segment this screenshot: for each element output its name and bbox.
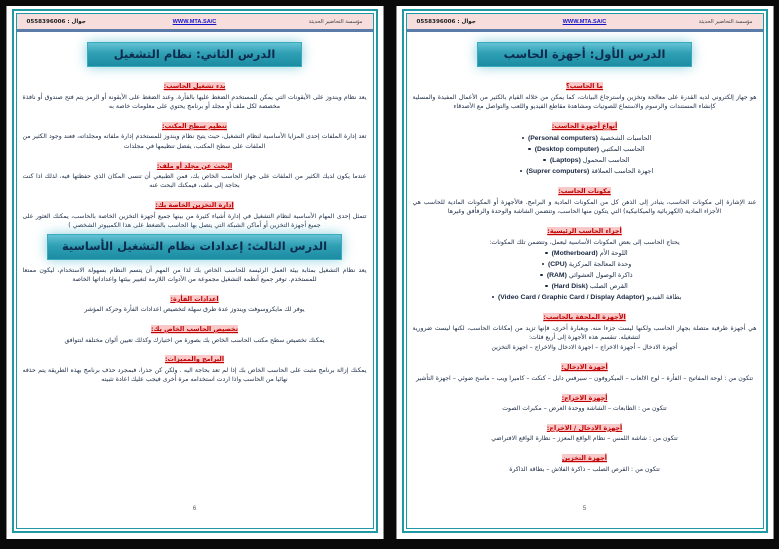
header-phone: جوال : 0558396006 (26, 18, 86, 25)
bullet-icon (528, 148, 530, 150)
paragraph: يمكنك إزالة برنامج مثبت على الحاسب الخاص بك إذا لم تعد بحاجة اليه . ولكن كن حذرا، فبمجرد حذف برنامج بهذه الطريقة يتم حذفه نهائيا من الحاسب واذا اردت استخدامه مرة أخرى فيجب عليك اعادة تثبيته (22, 366, 367, 384)
lesson-title-3: الدرس الثالث: إعدادات نظام التشغيل الأساسية (47, 234, 342, 259)
header-site-link[interactable]: WWW.MTA.SA/C (172, 18, 217, 25)
section-heading-wrapper (412, 445, 758, 464)
list-item: الحاسبات الشخصية (Personal computers) (412, 133, 758, 144)
list-item: الحاسب المحمول (Laptops) (412, 155, 758, 166)
page-6-body (17, 32, 373, 502)
page-5-border-inner (406, 13, 764, 529)
paragraph: تعد إدارة الملفات إحدى المزايا الأساسية لنظام التشغيل، حيث يتيح نظام ويندوز للمستخدم إدارة ملفاته ومجلداته، فعند وجود الكثير من الملفات على سطح المكتب، يفضل تنظيمها في مجلدات (22, 133, 367, 150)
section-heading: أجهزة الادخال / الاخراج: (546, 423, 623, 432)
section-heading-wrapper (412, 218, 758, 237)
list-item: وحدة المعالجة المركزية (CPU) (412, 259, 758, 270)
bullet-list (412, 248, 758, 303)
paragraph: يحتاج الحاسب إلى بعض المكونات الأساسية ليعمل، وتتضمن تلك المكونات: (489, 238, 680, 246)
section-heading: أجهزة الاخراج: (561, 393, 608, 402)
list-item: الحاسب المكتبي (Desktop computer) (412, 144, 758, 155)
section-heading: اعدادات الفأرة: (170, 294, 219, 303)
page-number: 5 (582, 506, 587, 512)
section-heading: تنظيم سطح المكتب: (162, 121, 227, 130)
bullet-icon (520, 170, 522, 172)
section-heading: ما الحاسب؟ (566, 82, 603, 91)
header-phone: جوال : 0558396006 (416, 18, 476, 25)
section-heading-wrapper (412, 354, 758, 373)
page-5 (396, 6, 774, 539)
section-heading: أجهزة التخزين (562, 454, 607, 463)
section-heading-wrapper (22, 113, 368, 132)
page-6-footer (17, 502, 373, 528)
lesson-title-wrapper-1 (412, 42, 758, 67)
section-heading-wrapper (412, 415, 758, 434)
page-5-border-outer (402, 9, 768, 533)
page-header (17, 14, 373, 29)
paragraph: يمكنك تخصيص سطح مكتب الحاسب الخاص بك بصورة من اختيارك وكذلك تعيين ألوان مختلفة لتتوافق (64, 336, 325, 344)
section-heading: أجهزة الادخال: (561, 363, 608, 372)
lesson-title-wrapper-3 (22, 234, 368, 259)
paragraph: عندما يكون لديك الكثير من الملفات على جهاز الحاسب الخاص بك، فمن الطبيعي أن تنسى المكان الذي حفظتها فيه، لذلك اذا كنت بحاجة إلى ملف، فيمكنك البحث عنه (22, 173, 367, 190)
header-org: مؤسسة التحاضير الحديثة (698, 18, 753, 25)
section-heading-wrapper (412, 113, 758, 132)
paragraph: يعد نظام التشغيل بمثابة بيئة العمل الرئيسة للحاسب الخاص بك لذا من المهم أن يتسم النظام بسهولة الاستخدام، ليكون ممتعا للمستخدم. توفر جميع أنظمة التشغيل مجموعة من الأدوات اللازمة لتغيير بيئتها واعداداتها الخاصة (22, 266, 367, 283)
paragraph: تتمثل إحدى المهام الأساسية لنظام التشغيل في إدارة أشياء كثيرة من بينها جميع أجهزة التخزين الخاصة بالحاسب، يمكنك العثور على جميع أجهزة التخزين أو أماكن الشبكة التي يتصل بها الحاسب بالضغط على هذا الكمبيوتر الشخصي ) (22, 212, 367, 229)
section-heading-wrapper (22, 192, 368, 211)
section-heading-wrapper (22, 153, 368, 172)
bullet-icon (545, 252, 547, 254)
page-5-footer (407, 502, 763, 528)
paragraph: يوفر لك مايكروسوفت ويندوز عدة طرق سهلة لتخصيص اعدادات الفأرة وحركة المؤشر (84, 306, 305, 314)
paragraph: أجهزة الادخال – أجهزة الاخراج – اجهزة الادخال والاخراج – اجهزة التخزين (491, 344, 678, 352)
page-5-content (412, 73, 758, 474)
paragraph: هو جهاز إلكتروني لديه القدرة على معالجة وتخزين واسترجاع البيانات، كما يمكن من خلاله القيام بالكثير من الأعمال المفيدة والمسلية كإنشاء المستندات والرسوم والاستماع للصوتيات ومشاهدة مقاطع الفيديو واللعب والتواصل مع الأصدقاء (412, 93, 757, 111)
section-heading-wrapper (22, 286, 368, 305)
page-6-content-part1 (22, 73, 368, 230)
lesson-title-wrapper-2 (22, 42, 368, 67)
bullet-icon (522, 137, 524, 139)
header-org: مؤسسة التحاضير الحديثة (308, 18, 363, 25)
page-6-content-part2 (22, 266, 368, 385)
section-heading-wrapper (22, 316, 368, 335)
list-item: القرص الصلب (Hard Disk) (412, 281, 758, 292)
list-item: اللوحة الأم (Motherboard) (412, 248, 758, 259)
section-heading: إدارة التخزين الخاصة بك: (155, 201, 234, 210)
section-heading-wrapper (22, 346, 368, 365)
section-heading: أجزاء الحاسب الرئيسية: (547, 227, 622, 236)
section-heading: أنواع أجهزة الحاسب: (551, 121, 618, 130)
paragraph: تتكون من : الطابعات – الشاشة ووحدة العرض – مكبرات الصوت (502, 405, 667, 413)
section-heading: بدء تشغيل الحاسب: (163, 82, 226, 91)
page-5-body (407, 32, 763, 502)
section-heading: البحث عن مجلد أو ملف: (156, 161, 233, 170)
section-heading-wrapper (412, 73, 758, 92)
section-heading-wrapper (412, 385, 758, 404)
section-heading: الأجهزة الملحقة بالحاسب: (543, 313, 626, 322)
list-item: ذاكرة الوصول العشوائي (RAM) (412, 270, 758, 281)
bullet-icon (540, 274, 542, 276)
section-heading: تخصيص الحاسب الخاص بك: (150, 325, 239, 334)
paragraph: عند الإشارة إلى مكونات الحاسب، يتبادر إلى الذهن كل من المكونات المادية و البرامج. فالأجهزة أو المكونات المادية للحاسب هي الأجزاء المادية (الكهربائية والميكانيكية) التي يتكون منها الحاسب، وتتضمن الشاشة والوحدة والرفأفق وغيرها (412, 198, 757, 216)
page-gutter (388, 6, 392, 539)
bullet-icon (492, 296, 494, 298)
section-heading: البرامج والمميزات: (164, 355, 225, 364)
page-6-border-outer (12, 9, 378, 533)
list-item: اجهزة الحاسب العملاقة (Suprer computers) (412, 166, 758, 177)
paragraph: تتكون من : شاشة اللمس – نظام الواقع المعزز – نظارة الواقع الافتراضي (491, 435, 678, 443)
page-6-border-inner (16, 13, 374, 529)
page-header (407, 14, 763, 29)
header-site (167, 19, 223, 25)
section-heading-wrapper (412, 304, 758, 323)
bullet-icon (545, 285, 547, 287)
lesson-title-1: الدرس الأول: أجهزة الحاسب (477, 42, 693, 67)
paragraph: يعد نظام ويندوز على الأيقونات التي يمكن للمستخدم الضغط عليها بالفأرة. وعند الضغط على الأيقونة أو الرمز يتم فتح صندوق أو نافذة مخصصة لكل ملف أو مجلد أو برنامج يحتوي على معلومات خاصة به (22, 93, 367, 111)
section-heading-wrapper (22, 73, 368, 92)
paragraph: هي أجهزة طرفية متصلة بجهاز الحاسب ولكنها ليست جزءا منه. وبعبارة أخرى، فإنها تزيد من إمكانات الحاسب، لكنها ليست ضرورية لتشغيله. تنقسم هذه الأجهزة إلى أربع فئات: (412, 324, 757, 342)
paragraph: تتكون من : القرص الصلب – ذاكرة الفلاش – بطاقة الذاكرة (509, 465, 660, 473)
header-site-link[interactable]: WWW.MTA.SA/C (562, 18, 607, 25)
bullet-icon (543, 159, 545, 161)
lesson-title-2: الدرس الثاني: نظام التشغيل (87, 42, 303, 67)
header-site (557, 19, 613, 25)
bullet-icon (542, 263, 544, 265)
paragraph: تتكون من : لوحة المفاتيح – الفأرة – لوح الالعاب – الميكروفون – سيرفس دايل – كنكت – كاميرا ويب – ماسح ضوئي – اجهزة التأشير (415, 374, 754, 382)
page-6 (6, 6, 384, 539)
section-heading: مكونات الحاسب: (558, 187, 611, 196)
section-heading-wrapper (412, 178, 758, 197)
bullet-list (412, 133, 758, 177)
page-number: 6 (192, 506, 197, 512)
list-item: بطاقة الفيديو (Video Card / Graphic Card / Display Adaptor) (412, 292, 758, 303)
